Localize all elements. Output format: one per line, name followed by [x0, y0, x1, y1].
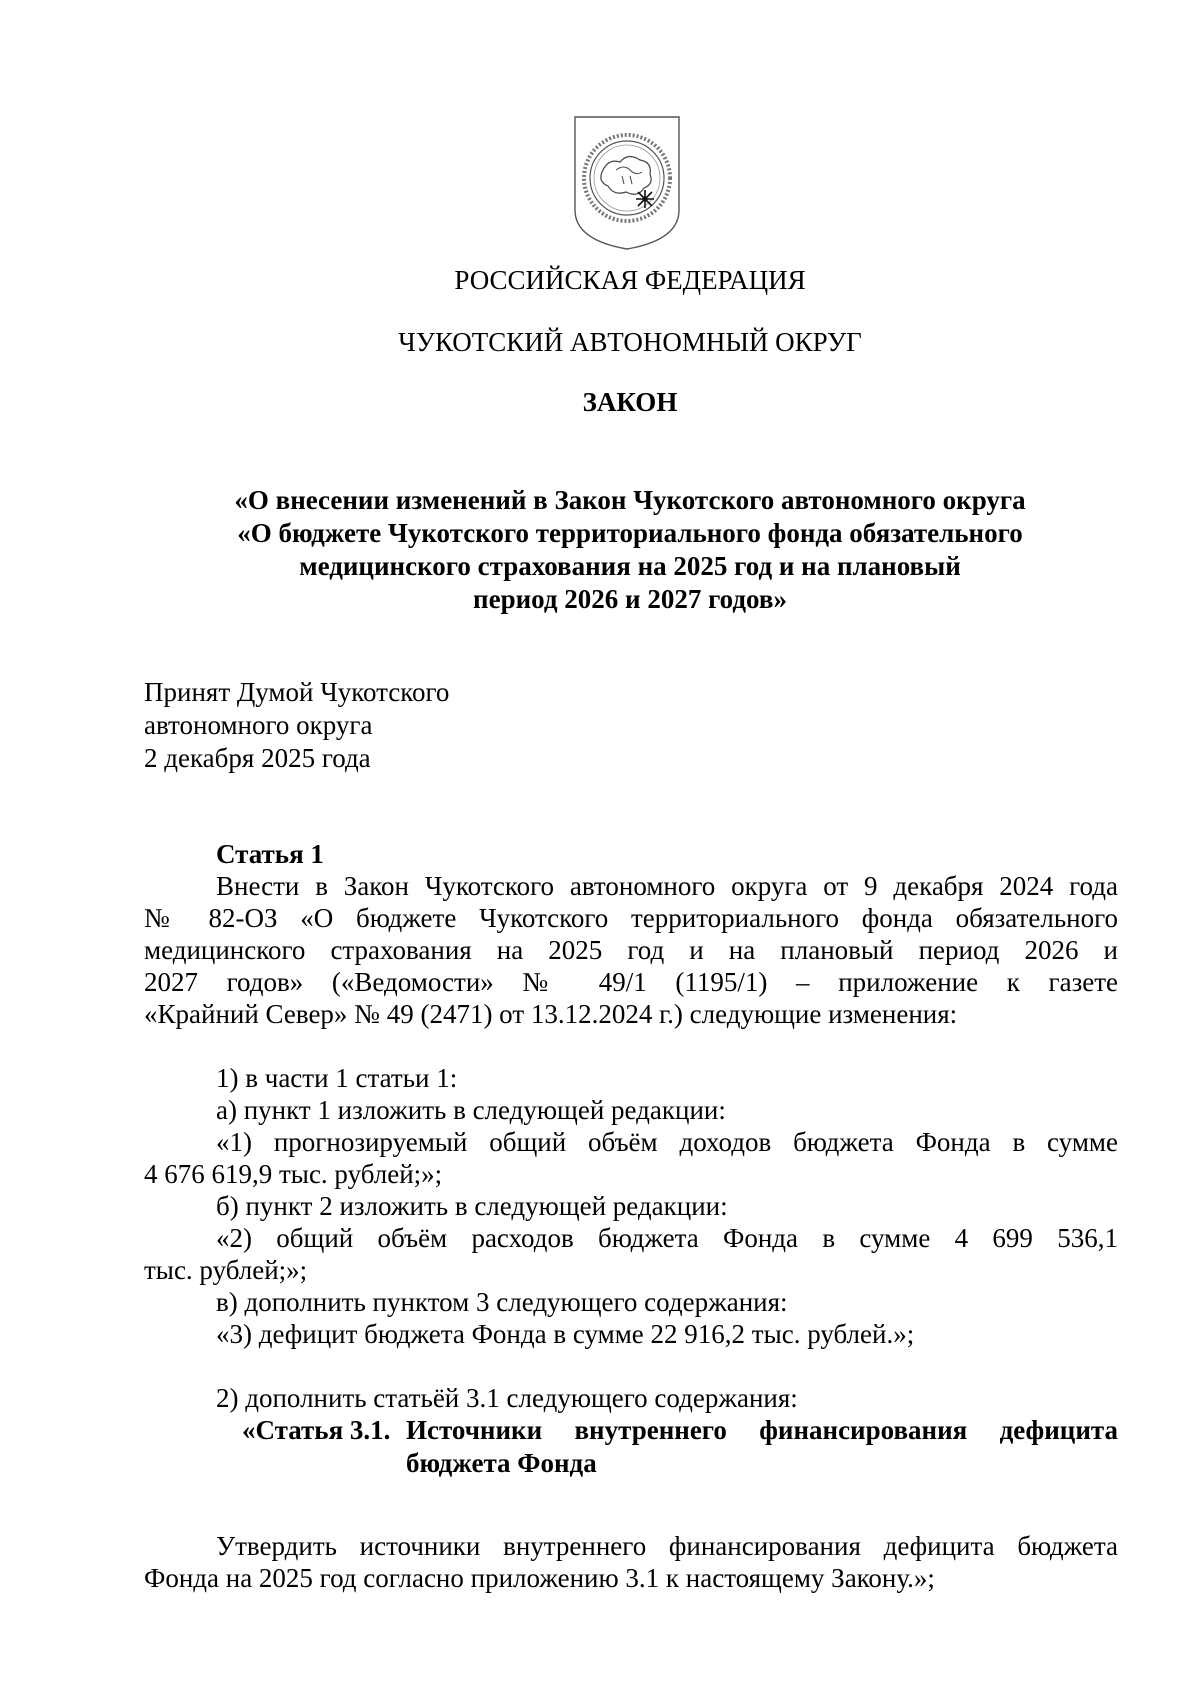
document-type: ЗАКОН	[582, 387, 678, 417]
article-intro-line: медицинского страхования на 2025 год и на плановый период 2026 и	[144, 935, 1118, 965]
coat-of-arms-emblem	[572, 114, 682, 252]
law-title-line: медицинского страхования на 2025 год и на плановый	[299, 551, 961, 581]
article-intro-line: № 82-ОЗ «О бюджете Чукотского территориального фонда обязательного	[144, 903, 1118, 933]
region-name: ЧУКОТСКИЙ АВТОНОМНЫЙ ОКРУГ	[398, 327, 862, 357]
new-article-text-line: Фонда на 2025 год согласно приложению 3.1 к настоящему Закону.»;	[144, 1563, 935, 1593]
amendment-subitem: а) пункт 1 изложить в следующей редакции:	[216, 1095, 726, 1125]
adoption-date: 2 декабря 2025 года	[144, 743, 371, 773]
article-intro-line: «Крайний Север» № 49 (2471) от 13.12.2024 г.) следующие изменения:	[144, 999, 958, 1029]
amendment-subitem: в) дополнить пунктом 3 следующего содержания:	[216, 1287, 788, 1317]
amendment-text-line: «2) общий объём расходов бюджета Фонда в сумме 4 699 536,1	[216, 1223, 1118, 1253]
article-heading: Статья 1	[216, 839, 324, 869]
adoption-line: Принят Думой Чукотского	[144, 677, 450, 707]
law-title-line: период 2026 и 2027 годов»	[473, 584, 787, 614]
amendment-text-line: тыс. рублей;»;	[144, 1255, 308, 1285]
amendment-item: 1) в части 1 статьи 1:	[216, 1063, 458, 1093]
amendment-text-line: «1) прогнозируемый общий объём доходов бюджета Фонда в сумме	[216, 1127, 1118, 1157]
law-title	[0, 484, 1200, 616]
new-article-title: Источники внутреннего финансирования дефицита	[406, 1415, 1118, 1445]
law-title-line: «О бюджете Чукотского территориального фонда обязательного	[237, 518, 1023, 548]
article-intro-line: Внести в Закон Чукотского автономного округа от 9 декабря 2024 года	[216, 871, 1118, 901]
country-name: РОССИЙСКАЯ ФЕДЕРАЦИЯ	[454, 265, 806, 295]
adoption-line: автономного округа	[144, 710, 373, 740]
article-intro-line: 2027 годов» («Ведомости» № 49/1 (1195/1) – приложение к газете	[144, 967, 1118, 997]
amendment-item: 2) дополнить статьёй 3.1 следующего содержания:	[216, 1383, 798, 1413]
adoption-info	[144, 676, 449, 775]
new-article-label: «Статья 3.1.	[242, 1415, 391, 1445]
law-title-line: «О внесении изменений в Закон Чукотского автономного округа	[234, 485, 1026, 515]
new-article-text-line: Утвердить источники внутреннего финансирования дефицита бюджета	[216, 1531, 1118, 1561]
amendment-text-line: 4 676 619,9 тыс. рублей;»;	[144, 1159, 443, 1189]
amendment-text-line: «3) дефицит бюджета Фонда в сумме 22 916,2 тыс. рублей.»;	[216, 1319, 915, 1349]
new-article-title: бюджета Фонда	[406, 1448, 597, 1478]
amendment-subitem: б) пункт 2 изложить в следующей редакции:	[216, 1191, 728, 1221]
